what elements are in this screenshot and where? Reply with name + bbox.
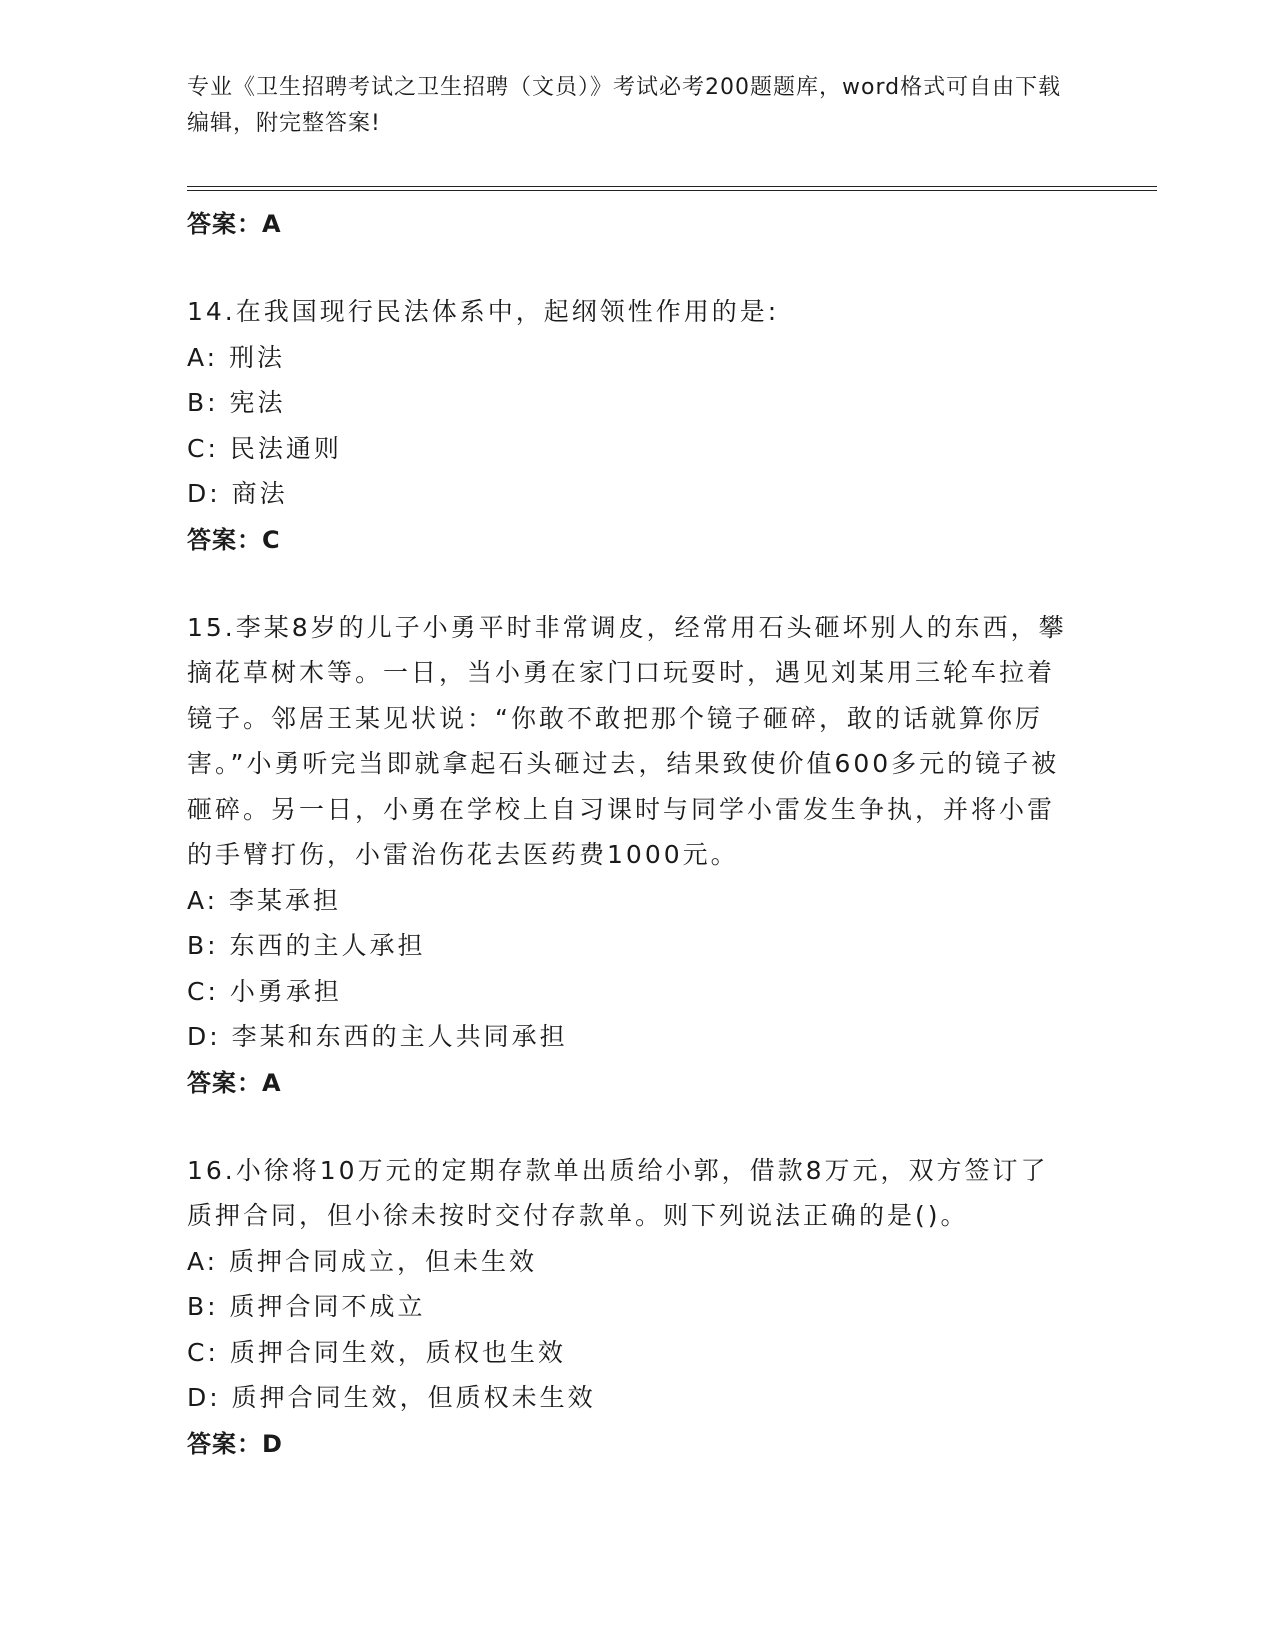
option-d: D: 李某和东西的主人共同承担: [187, 1022, 568, 1051]
question-text: 15.李某8岁的儿子小勇平时非常调皮，经常用石头砸坏别人的东西，攀摘花草树木等。一日，当小勇在家门口玩耍时，遇见刘某用三轮车拉着镜子。邻居王某见状说：“你敢不敢把那个镜子砸碎，敢的话就算你厉害。”小勇听完当即就拿起石头砸过去，结果致使价值600多元的镜子被砸碎。另一日，小勇在学校上自习课时与同学小雷发生争执，并将小雷的手臂打伤，小雷治伤花去医药费1000元。: [187, 612, 1067, 869]
question-text: 16.小徐将10万元的定期存款单出质给小郭，借款8万元，双方签订了质押合同，但小徐未按时交付存款单。则下列说法正确的是()。: [187, 1155, 1049, 1230]
answer-label: 答案：C: [187, 525, 281, 554]
question-14: [187, 289, 1157, 563]
option-b: B: 质押合同不成立: [187, 1292, 426, 1321]
option-c: C: 小勇承担: [187, 976, 342, 1006]
question-15: [187, 605, 1157, 1106]
option-c: C: 民法通则: [187, 433, 342, 463]
answer-label: 答案：A: [187, 1068, 282, 1097]
document-header: 专业《卫生招聘考试之卫生招聘（文员）》考试必考200题题库，word格式可自由下载编辑，附完整答案!: [187, 75, 1062, 136]
option-b: B: 东西的主人承担: [187, 931, 426, 960]
option-a: A: 李某承担: [187, 885, 342, 915]
option-d: D: 质押合同生效，但质权未生效: [187, 1383, 596, 1412]
answer-label: 答案：A: [187, 210, 282, 238]
document-body: [187, 201, 1157, 1467]
document-page: [187, 70, 1157, 1467]
header-divider: [187, 186, 1157, 191]
option-d: D: 商法: [187, 479, 288, 508]
question-16: [187, 1148, 1157, 1467]
option-a: A: 质押合同成立，但未生效: [187, 1246, 538, 1276]
option-a: A: 刑法: [187, 342, 286, 372]
question-text: 14.在我国现行民法体系中，起纲领性作用的是:: [187, 297, 780, 326]
answer-label: 答案：D: [187, 1429, 283, 1458]
option-b: B: 宪法: [187, 388, 286, 417]
option-c: C: 质押合同生效，质权也生效: [187, 1337, 566, 1367]
